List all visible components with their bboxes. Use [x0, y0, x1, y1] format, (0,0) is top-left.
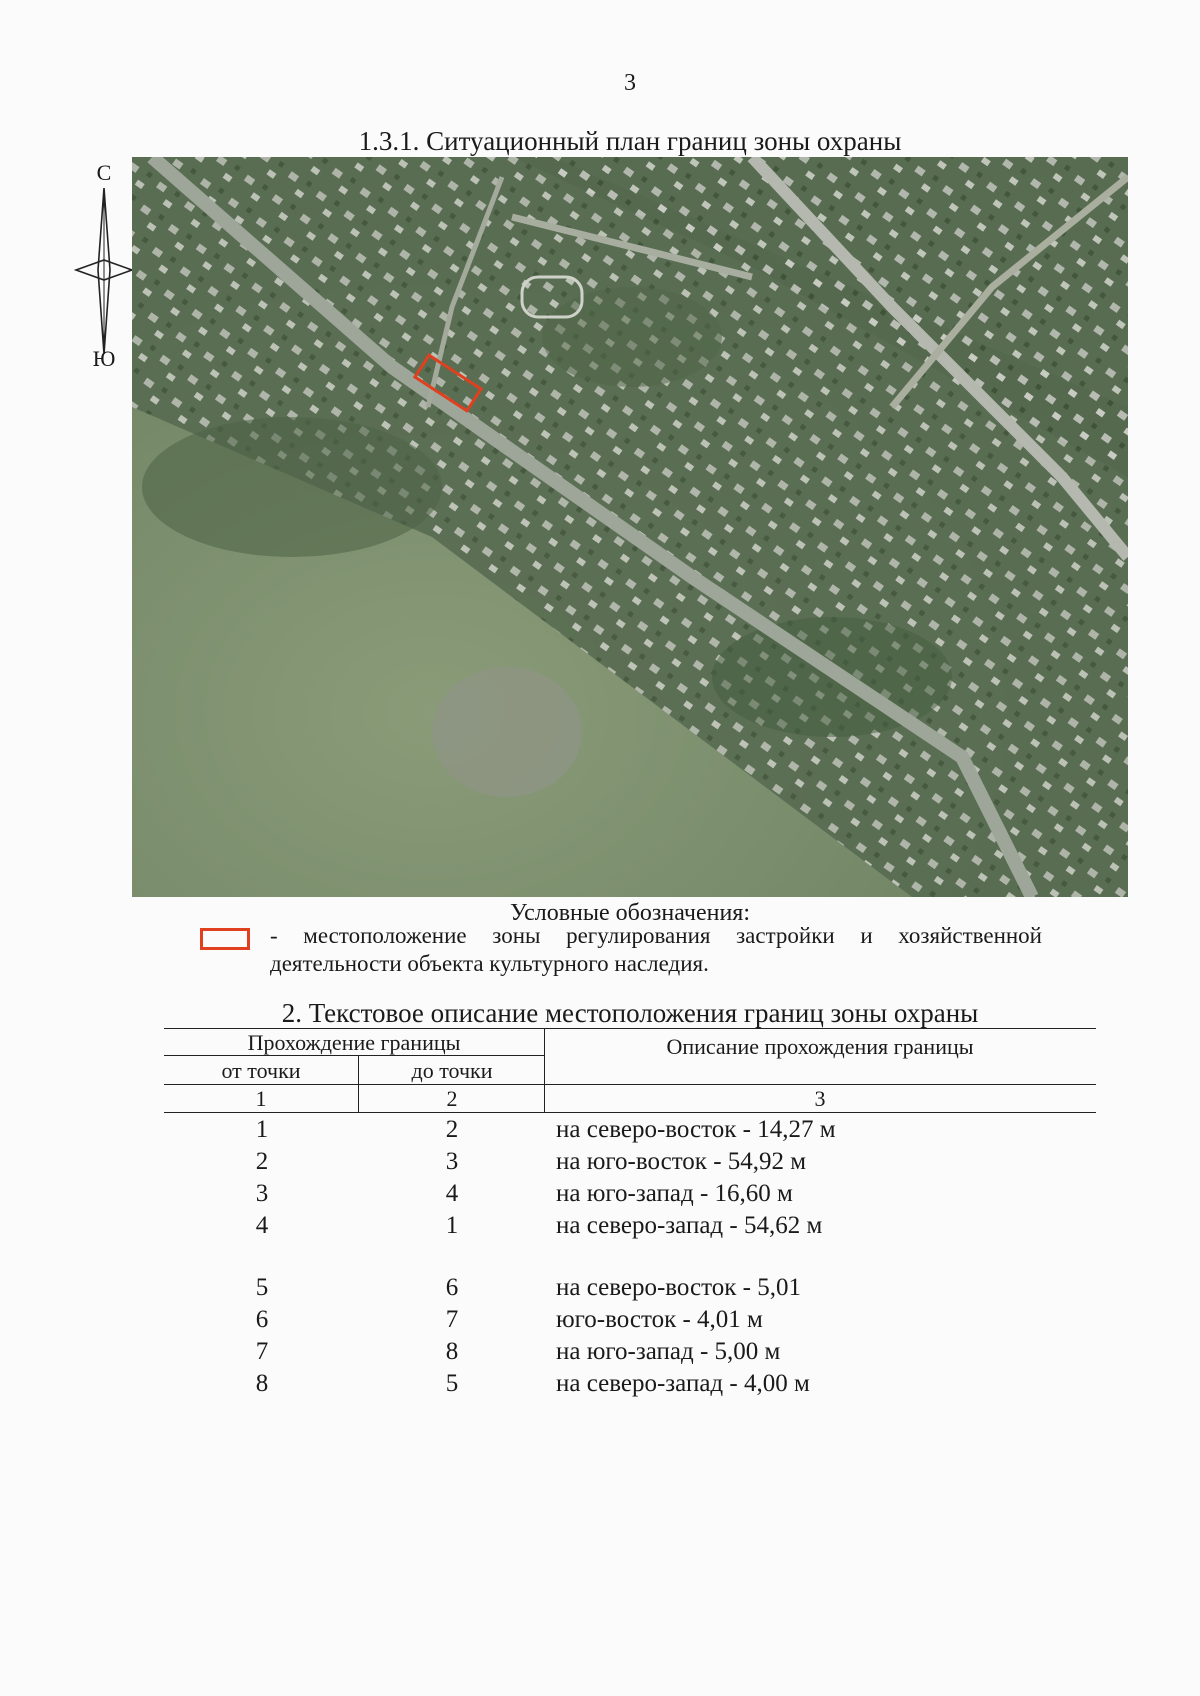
compass-arrow-icon — [74, 188, 134, 368]
table-row-cell-to: 1 — [445, 1212, 459, 1239]
table-row-cell-to: 6 — [445, 1274, 459, 1301]
table-row-cell-from: 1 — [255, 1116, 269, 1143]
compass-rose — [74, 160, 134, 370]
legend-title: Условные обозначения: — [509, 900, 751, 926]
page-number: 3 — [624, 70, 636, 96]
table-row-cell-to: 2 — [445, 1116, 459, 1143]
legend-marker-icon — [200, 928, 250, 950]
table-row-cell-description: на юго-восток - 54,92 м — [556, 1148, 807, 1175]
table-row-cell-to: 4 — [445, 1180, 459, 1207]
table-header-description: Описание прохождения границы — [666, 1034, 974, 1059]
compass-south-label: Ю — [92, 346, 116, 371]
table-header-group: Прохождение границы — [247, 1030, 461, 1055]
table-row-cell-from: 5 — [255, 1274, 269, 1301]
table-row-cell-to: 3 — [445, 1148, 459, 1175]
table-header-to: до точки — [411, 1058, 493, 1083]
aerial-map-image — [132, 157, 1128, 897]
table-row-cell-description: на северо-запад - 54,62 м — [556, 1212, 823, 1239]
table-header-rule — [164, 1084, 1096, 1085]
table-row-cell-from: 4 — [255, 1212, 269, 1239]
section-title: 2. Текстовое описание местоположения границ зоны охраны — [281, 998, 979, 1028]
table-row-cell-description: на юго-запад - 16,60 м — [556, 1180, 793, 1207]
table-col-number-3: 3 — [814, 1086, 826, 1111]
legend-item-text: - местоположение зоны регулирования застройки и хозяйственной деятельности объекта культурного наследия. — [270, 923, 1042, 976]
aerial-map — [132, 157, 1128, 897]
table-row-cell-to: 7 — [445, 1306, 459, 1333]
table-row-cell-from: 7 — [255, 1338, 269, 1365]
table-row-cell-to: 8 — [445, 1338, 459, 1365]
table-numbers-rule — [164, 1112, 1096, 1113]
table-header-from: от точки — [221, 1058, 301, 1083]
compass-north-label: С — [96, 160, 112, 185]
table-top-rule — [164, 1028, 1096, 1029]
plan-title: 1.3.1. Ситуационный план границ зоны охраны — [358, 126, 902, 156]
table-row-cell-description: на северо-восток - 14,27 м — [556, 1116, 836, 1143]
table-col-divider-2 — [544, 1028, 545, 1112]
table-row-cell-from: 8 — [255, 1370, 269, 1397]
table-row-cell-description: на юго-запад - 5,00 м — [556, 1338, 781, 1365]
table-col-number-2: 2 — [446, 1086, 458, 1111]
table-col-number-1: 1 — [255, 1086, 267, 1111]
table-col-divider-1 — [358, 1055, 359, 1112]
table-row-cell-from: 6 — [255, 1306, 269, 1333]
table-row-cell-description: юго-восток - 4,01 м — [556, 1306, 763, 1333]
table-row-cell-from: 2 — [255, 1148, 269, 1175]
table-row-cell-description: на северо-запад - 4,00 м — [556, 1370, 810, 1397]
table-row-cell-from: 3 — [255, 1180, 269, 1207]
table-row-cell-description: на северо-восток - 5,01 — [556, 1274, 801, 1301]
table-row-cell-to: 5 — [445, 1370, 459, 1397]
